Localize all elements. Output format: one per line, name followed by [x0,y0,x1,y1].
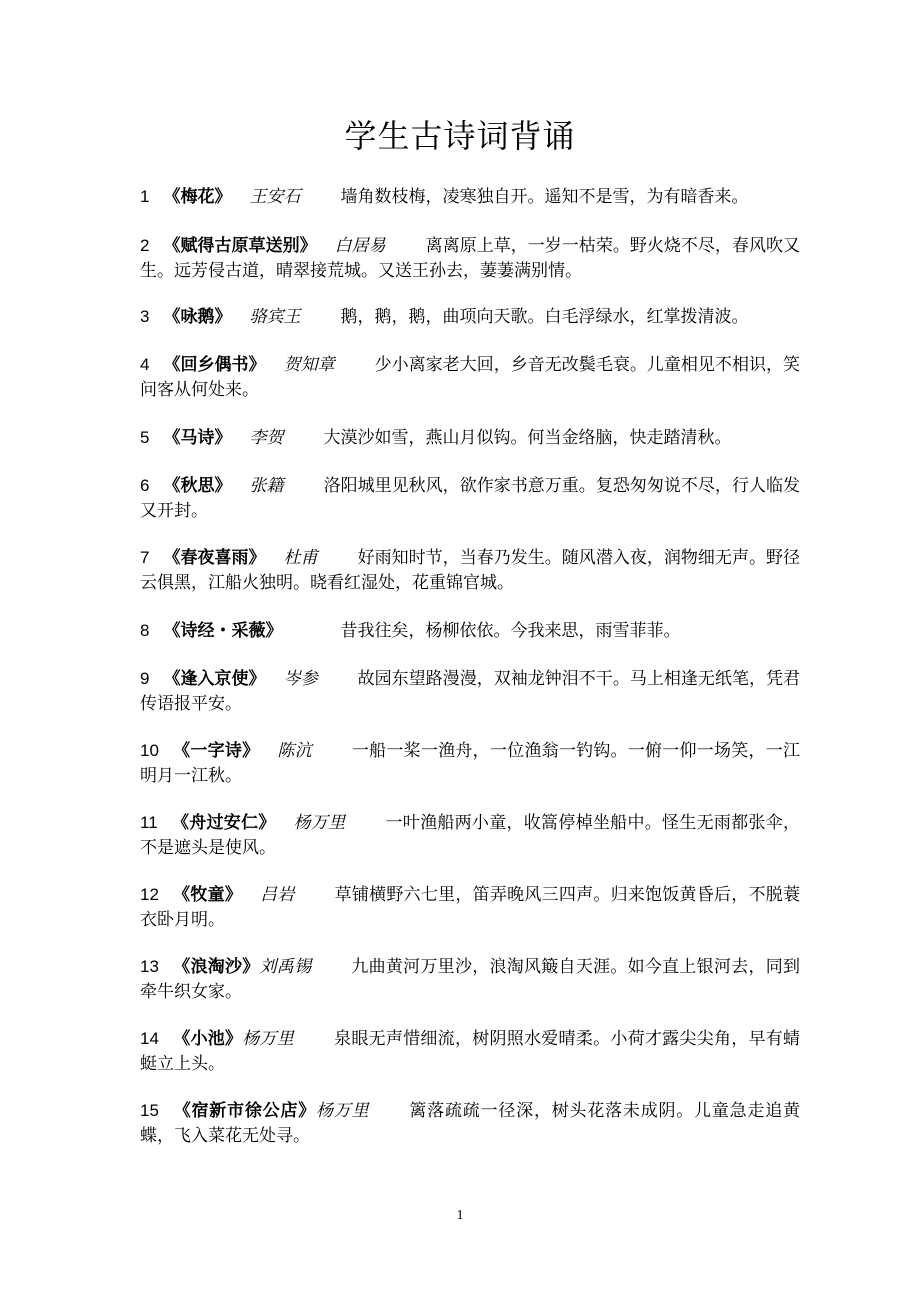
poem-author: 杜甫 [283,548,318,568]
poem-author: 杨万里 [316,1101,370,1121]
poem-entry [140,810,800,861]
poem-entry [140,666,800,717]
poem-title: 《梅花》 [163,187,232,207]
poem-number: 14 [140,1029,159,1048]
poem-number: 11 [140,813,158,832]
poem-entry [140,473,800,524]
poem-author: 陈沆 [277,741,312,761]
poem-text: 大漠沙如雪，燕山月似钩。何当金络脑，快走踏清秋。 [323,428,732,448]
poem-number: 10 [140,741,159,760]
poem-entry [140,618,800,644]
poem-text: 故园东望路漫漫，双袖龙钟泪不干。马上相逢无纸笔，凭君传语报平安。 [140,669,800,714]
poem-author: 吕岩 [260,885,295,905]
poem-title: 《回乡偶书》 [163,355,266,375]
poem-title: 《春夜喜雨》 [163,548,266,568]
poem-title: 《宿新市徐公店》 [172,1101,317,1121]
poem-number: 15 [140,1101,159,1120]
poem-title: 《小池》 [172,1029,243,1049]
poem-title: 《秋思》 [163,476,232,496]
poem-text: 洛阳城里见秋风，欲作家书意万重。复恐匆匆说不尽，行人临发又开封。 [140,476,800,521]
poem-title: 《马诗》 [163,428,232,448]
poem-number: 7 [140,548,150,567]
page-number: 1 [456,1208,464,1223]
poem-text: 离离原上草，一岁一枯荣。野火烧不尽，春风吹又生。远芳侵古道，晴翠接荒城。又送王孙去，萋萋满别情。 [140,236,800,281]
poem-text: 泉眼无声惜细流，树阴照水爱晴柔。小荷才露尖尖角，早有蜻蜓立上头。 [140,1029,801,1074]
poem-text: 墙角数枝梅，凌寒独自开。遥知不是雪，为有暗香来。 [340,187,749,207]
poem-text: 好雨知时节，当春乃发生。随风潜入夜，润物细无声。野径云俱黑，江船火独明。晓看红湿处，花重锦官城。 [140,548,800,593]
poem-title: 《浪淘沙》 [172,957,260,977]
poem-author: 王安石 [249,187,301,207]
poem-entry [140,425,800,451]
poem-title: 《一字诗》 [172,741,260,761]
poem-entry [140,304,800,330]
poem-number: 13 [140,957,159,976]
poem-author: 贺知章 [283,355,335,375]
poem-title: 《诗经・采薇》 [163,621,283,641]
poem-author: 杨万里 [293,813,346,833]
poem-text: 鹅，鹅，鹅，曲项向天歌。白毛浮绿水，红掌拨清波。 [340,307,749,327]
poem-text: 一叶渔船两小童，收篙停棹坐船中。怪生无雨都张伞，不是遮头是使风。 [140,813,801,858]
poem-entry [140,882,800,933]
poem-entry [140,954,800,1005]
poem-text: 草铺横野六七里，笛弄晚风三四声。归来饱饭黄昏后，不脱蓑衣卧月明。 [140,885,801,930]
poem-text: 少小离家老大回，乡音无改鬓毛衰。儿童相见不相识，笑问客从何处来。 [140,355,800,400]
poem-number: 4 [140,355,150,374]
poem-entry [140,1026,800,1077]
poem-author: 李贺 [249,428,284,448]
poem-title: 《赋得古原草送别》 [163,236,317,256]
poem-text: 九曲黄河万里沙，浪淘风簸自天涯。如今直上银河去，同到牵牛织女家。 [140,957,801,1002]
poem-text: 昔我往矣，杨柳依依。今我来思，雨雪菲菲。 [340,621,681,641]
poem-author: 白居易 [334,236,386,256]
poem-title: 《咏鹅》 [163,307,232,327]
poem-author: 刘禹锡 [259,957,312,977]
poem-number: 5 [140,428,150,447]
poem-entry [140,545,800,596]
poem-title: 《逢入京使》 [163,669,266,689]
poem-entry [140,184,800,210]
poem-author: 骆宾王 [249,307,301,327]
poem-text: 篱落疏疏一径深，树头花落未成阴。儿童急走追黄蝶，飞入菜花无处寻。 [140,1101,801,1146]
poem-entry [140,233,800,284]
poem-number: 8 [140,621,150,640]
poem-text: 一船一桨一渔舟，一位渔翁一钓钩。一俯一仰一场笑，一江明月一江秋。 [140,741,801,786]
poem-number: 12 [140,885,159,904]
poem-number: 1 [140,187,150,206]
poem-author: 杨万里 [242,1029,295,1049]
poem-number: 6 [140,476,150,495]
poem-entry [140,1098,800,1149]
page-title: 学生古诗词背诵 [344,117,576,155]
poem-number: 3 [140,307,150,326]
poem-author: 岑参 [283,669,318,689]
poem-entry [140,738,800,789]
poem-title: 《牧童》 [172,885,243,905]
poem-number: 9 [140,669,150,688]
poem-author: 张籍 [249,476,284,496]
poem-title: 《舟过安仁》 [171,813,276,833]
poem-entry [140,352,800,403]
poem-number: 2 [140,236,150,255]
